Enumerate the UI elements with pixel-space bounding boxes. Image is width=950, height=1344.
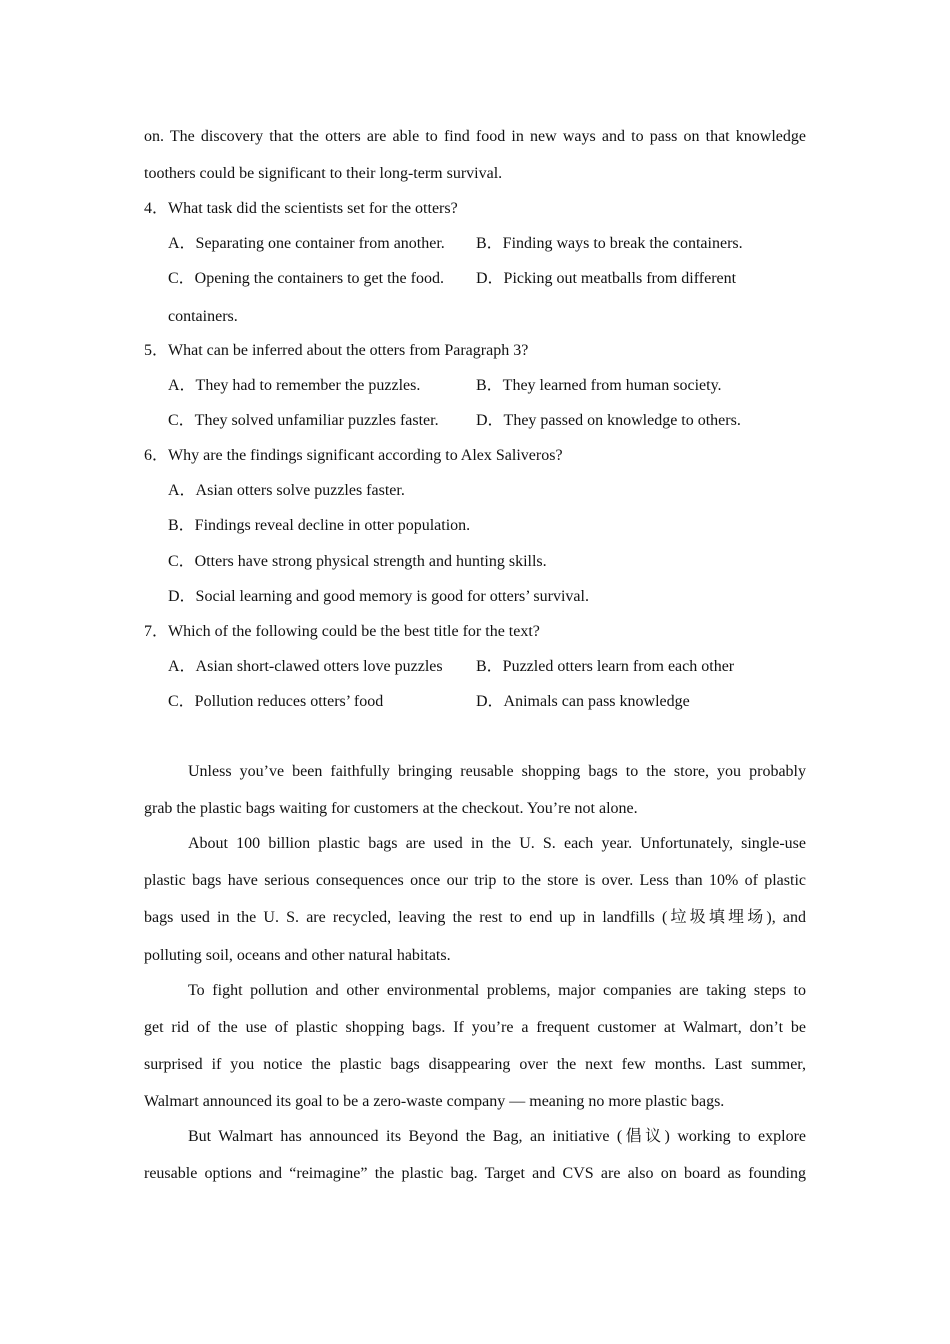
question-7-option-c: C．Pollution reduces otters’ food: [168, 693, 384, 710]
question-4-stem: 4．What task did the scientists set for the otters?: [144, 200, 458, 217]
question-4-option-a: A．Separating one container from another.: [168, 235, 445, 252]
question-4-option-b: B．Finding ways to break the containers.: [476, 235, 743, 252]
passage-line: toothers could be significant to their long-term survival.: [144, 165, 503, 182]
passage-line: plastic bags have serious consequences once our trip to the store is over. Less than 10% of plastic: [144, 872, 806, 889]
passage-line: get rid of the use of plastic shopping bags. If you’re a frequent customer at Walmart, don’t be: [144, 1019, 806, 1036]
passage-line: on. The discovery that the otters are able to find food in new ways and to pass on that knowledge: [144, 128, 806, 145]
passage-line: surprised if you notice the plastic bags disappearing over the next few months. Last summer,: [144, 1056, 806, 1073]
question-5-option-c: C．They solved unfamiliar puzzles faster.: [168, 412, 439, 429]
question-7-option-d: D．Animals can pass knowledge: [476, 693, 690, 710]
passage-line: Walmart announced its goal to be a zero-waste company — meaning no more plastic bags.: [144, 1093, 725, 1110]
question-5-option-b: B．They learned from human society.: [476, 377, 722, 394]
question-4-option-d: D．Picking out meatballs from different: [476, 270, 737, 287]
passage-line: polluting soil, oceans and other natural habitats.: [144, 947, 451, 964]
question-6-option-c: C．Otters have strong physical strength and hunting skills.: [168, 553, 547, 570]
question-6-option-d: D．Social learning and good memory is good for otters’ survival.: [168, 588, 589, 605]
question-6-stem: 6．Why are the findings significant according to Alex Saliveros?: [144, 447, 563, 464]
passage-line: To fight pollution and other environmental problems, major companies are taking steps to: [188, 982, 806, 999]
question-4-option-c: C．Opening the containers to get the food.: [168, 270, 444, 287]
passage-line: Unless you’ve been faithfully bringing reusable shopping bags to the store, you probably: [188, 763, 806, 780]
passage-line: reusable options and “reimagine” the plastic bag. Target and CVS are also on board as founding: [144, 1165, 806, 1182]
question-7-stem: 7．Which of the following could be the best title for the text?: [144, 623, 540, 640]
question-5-option-d: D．They passed on knowledge to others.: [476, 412, 741, 429]
passage-line: bags used in the U. S. are recycled, leaving the rest to end up in landfills (垃圾填埋场), and: [144, 909, 806, 926]
question-7-option-b: B．Puzzled otters learn from each other: [476, 658, 735, 675]
question-4-option-d-continued: containers.: [168, 308, 238, 325]
question-5-stem: 5．What can be inferred about the otters from Paragraph 3?: [144, 342, 529, 359]
passage-line: grab the plastic bags waiting for customers at the checkout. You’re not alone.: [144, 800, 638, 817]
passage-line: About 100 billion plastic bags are used in the U. S. each year. Unfortunately, single-use: [188, 835, 806, 852]
question-6-option-a: A．Asian otters solve puzzles faster.: [168, 482, 405, 499]
passage-line: But Walmart has announced its Beyond the Bag, an initiative (倡议) working to explore: [188, 1128, 806, 1145]
question-5-option-a: A．They had to remember the puzzles.: [168, 377, 421, 394]
question-6-option-b: B．Findings reveal decline in otter population.: [168, 517, 471, 534]
question-7-option-a: A．Asian short-clawed otters love puzzles: [168, 658, 443, 675]
